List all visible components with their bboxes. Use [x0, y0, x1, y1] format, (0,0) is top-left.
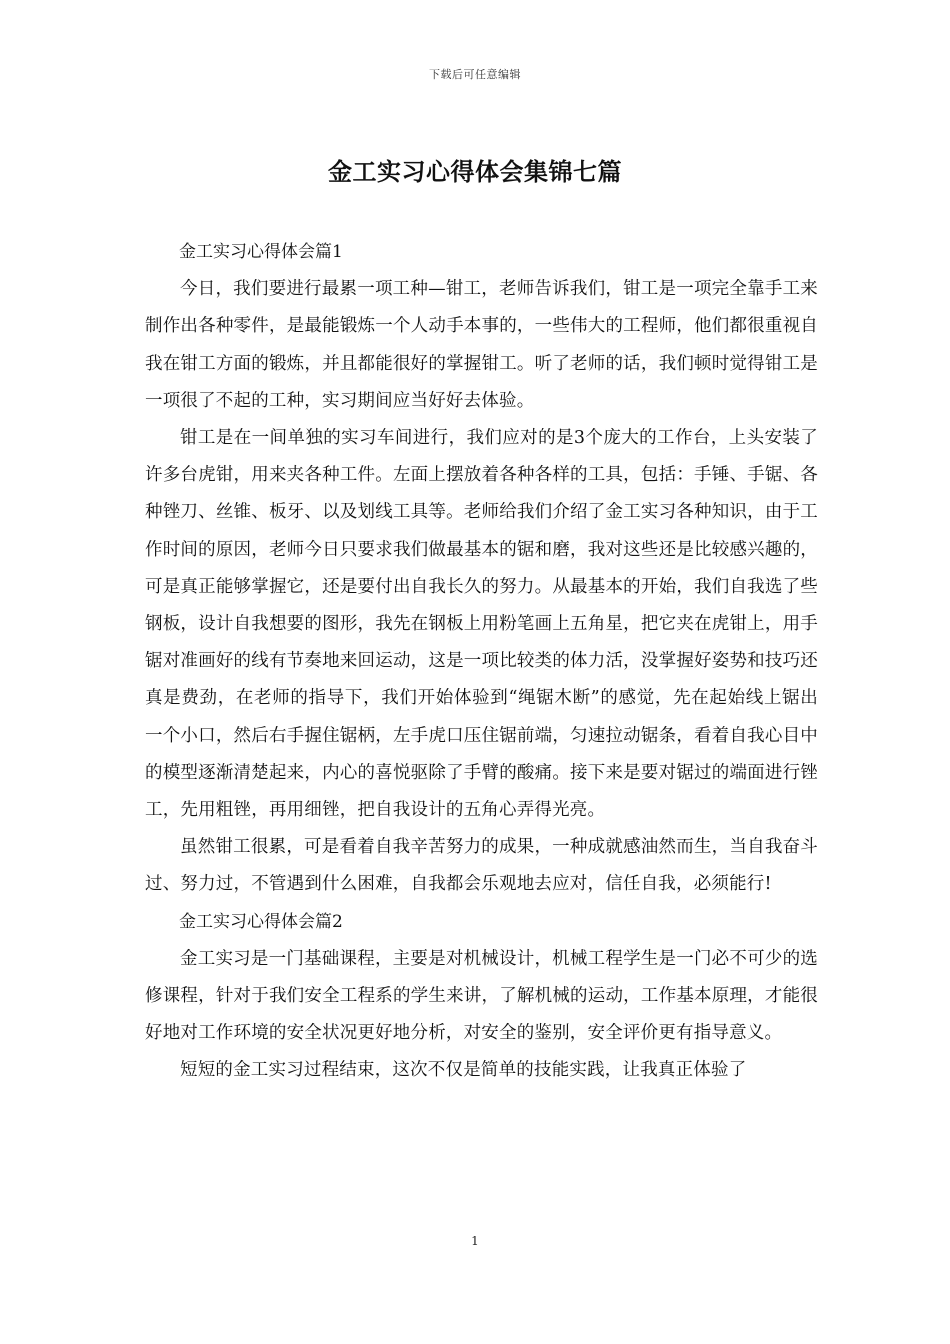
section-heading: 金工实习心得体会篇1 — [179, 242, 343, 262]
header-note: 下载后可任意编辑 — [429, 68, 521, 81]
document-body — [145, 234, 818, 1090]
document-title: 金工实习心得体会集锦七篇 — [328, 157, 622, 186]
paragraph: 钳工是在一间单独的实习车间进行，我们应对的是3个庞大的工作台，上头安装了许多台虎钳，用来夹各种工件。左面上摆放着各种各样的工具，包括：手锤、手锯、各种锉刀、丝锥、板牙、以及划线工具等。老师给我们介绍了金工实习各种知识，由于工作时间的原因，老师今日只要求我们做最基本的锯和磨，我对这些还是比较感兴趣的，可是真正能够掌握它，还是要付出自我长久的努力。从最基本的开始，我们自我选了些钢板，设计自我想要的图形，我先在钢板上用粉笔画上五角星，把它夹在虎钳上，用手锯对准画好的线有节奏地来回运动，这是一项比较类的体力活，没掌握好姿势和技巧还真是费劲，在老师的指导下，我们开始体验到“绳锯木断”的感觉，先在起始线上锯出一个小口，然后右手握住锯柄，左手虎口压住锯前端，匀速拉动锯条，看着自我心目中的模型逐渐清楚起来，内心的喜悦驱除了手臂的酸痛。接下来是要对锯过的端面进行锉工，先用粗锉，再用细锉，把自我设计的五角心弄得光亮。 — [145, 428, 818, 821]
section-heading: 金工实习心得体会篇2 — [179, 911, 343, 932]
paragraph: 金工实习是一门基础课程，主要是对机械设计，机械工程学生是一门必不可少的选修课程，针对于我们安全工程系的学生来讲，了解机械的运动，工作基本原理，才能很好地对工作环境的安全状况更好地分析，对安全的鉴别，安全评价更有指导意义。 — [145, 948, 818, 1044]
section-1 — [145, 234, 818, 904]
paragraph: 今日，我们要进行最累一项工种—钳工，老师告诉我们，钳工是一项完全靠手工来制作出各种零件，是最能锻炼一个人动手本事的，一些伟大的工程师，他们都很重视自我在钳工方面的锻炼，并且都能很好的掌握钳工。听了老师的话，我们顿时觉得钳工是一项很了不起的工种，实习期间应当好好去体验。 — [145, 279, 818, 411]
section-2 — [145, 904, 818, 1090]
paragraph: 虽然钳工很累，可是看着自我辛苦努力的成果，一种成就感油然而生，当自我奋斗过、努力过，不管遇到什么困难，自我都会乐观地去应对，信任自我，必须能行! — [145, 837, 818, 895]
page-number: 1 — [471, 1234, 479, 1248]
paragraph: 短短的金工实习过程结束，这次不仅是简单的技能实践，让我真正体验了 — [180, 1060, 747, 1081]
